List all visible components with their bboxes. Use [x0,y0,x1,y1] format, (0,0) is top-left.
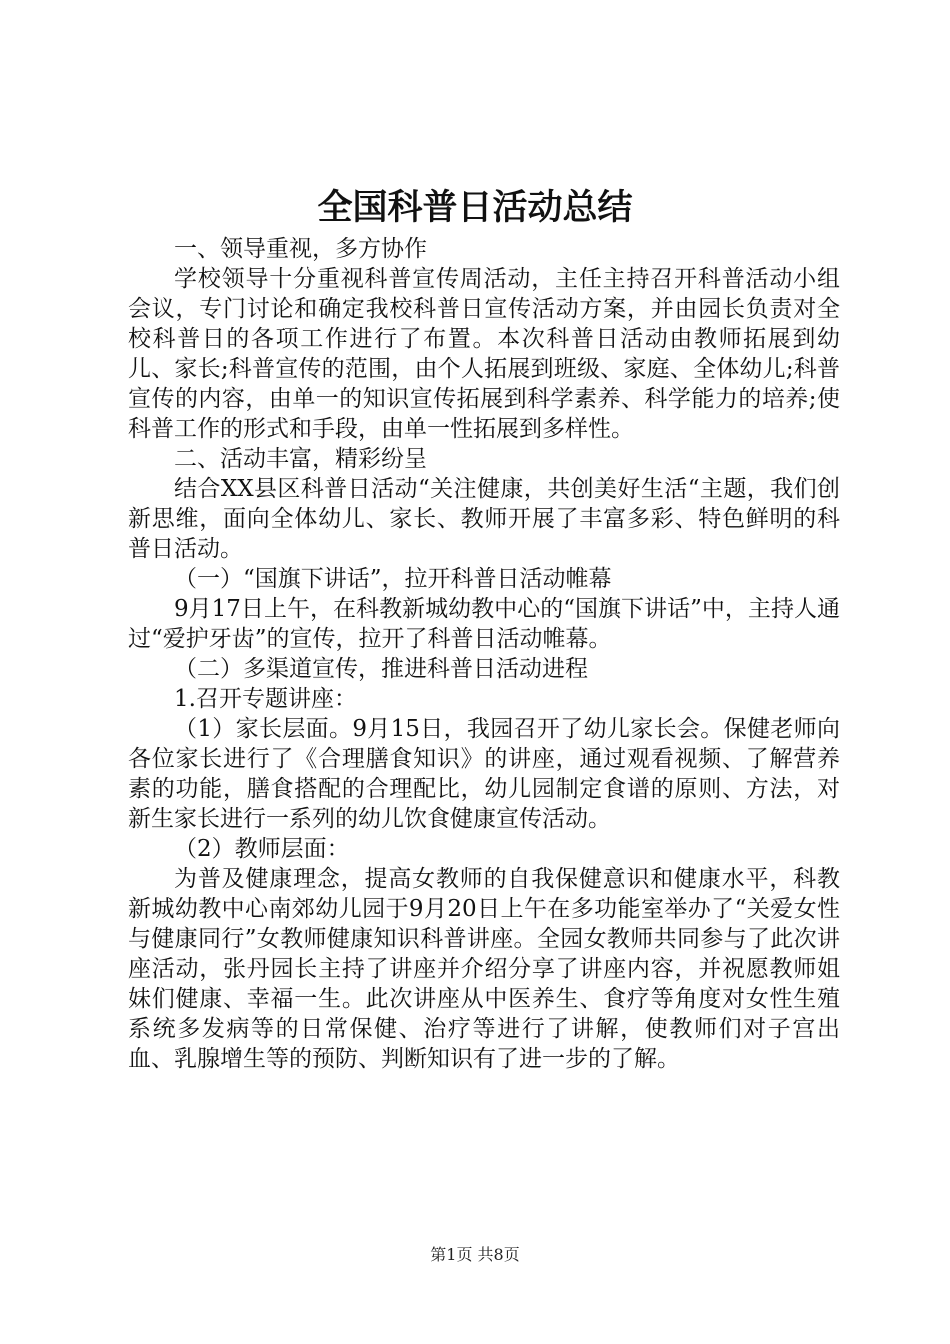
paragraph-leadership: 学校领导十分重视科普宣传周活动，主任主持召开科普活动小组会议，专门讨论和确定我校科普日宣传活动方案，并由园长负责对全校科普日的各项工作进行了布置。本次科普日活动由教师拓展到幼儿、家长;科普宣传的范围，由个人拓展到班级、家庭、全体幼儿;科普宣传的内容，由单一的知识宣传拓展到科学素养、科学能力的培养;使科普工作的形式和手段，由单一性拓展到多样性。 [128,266,840,442]
list-heading-teachers: （2）教师层面： [174,836,350,862]
list-heading-lectures: 1.召开专题讲座： [174,686,357,712]
subsection-heading-2: （二）多渠道宣传，推进科普日活动进程 [174,656,588,682]
paragraph-activities-intro: 结合XX县区科普日活动“关注健康，共创美好生活“主题，我们创新思维，面向全体幼儿、家长、教师开展了丰富多彩、特色鲜明的科普日活动。 [128,476,840,562]
paragraph-teachers-level: 为普及健康理念，提高女教师的自我保健意识和健康水平，科教新城幼教中心南郊幼儿园于9月20日上午在多功能室举办了“关爱女性与健康同行”女教师健康知识科普讲座。全园女教师共同参与了此次讲座活动，张丹园长主持了讲座并介绍分享了讲座内容，并祝愿教师姐妹们健康、幸福一生。此次讲座从中医养生、食疗等角度对女性生殖系统多发病等的日常保健、治疗等进行了讲解，使教师们对子宫出血、乳腺增生等的预防、判断知识有了进一步的了解。 [128,866,840,1072]
paragraph-parents-level: （1）家长层面。9月15日，我园召开了幼儿家长会。保健老师向各位家长进行了《合理膳食知识》的讲座，通过观看视频、了解营养素的功能，膳食搭配的合理配比，幼儿园制定食谱的原则、方法，对新生家长进行一系列的幼儿饮食健康宣传活动。 [128,716,840,832]
section-heading-1: 一、领导重视，多方协作 [174,236,427,262]
page-footer: 第1页 共8页 [430,1245,520,1264]
subsection-heading-1: （一）“国旗下讲话”，拉开科普日活动帷幕 [174,566,612,592]
paragraph-flag-speech: 9月17日上午，在科教新城幼教中心的“国旗下讲话”中，主持人通过“爱护牙齿”的宣传，拉开了科普日活动帷幕。 [128,596,840,652]
document-title: 全国科普日活动总结 [317,187,633,228]
document-body [128,234,840,1074]
section-heading-2: 二、活动丰富，精彩纷呈 [174,446,427,472]
